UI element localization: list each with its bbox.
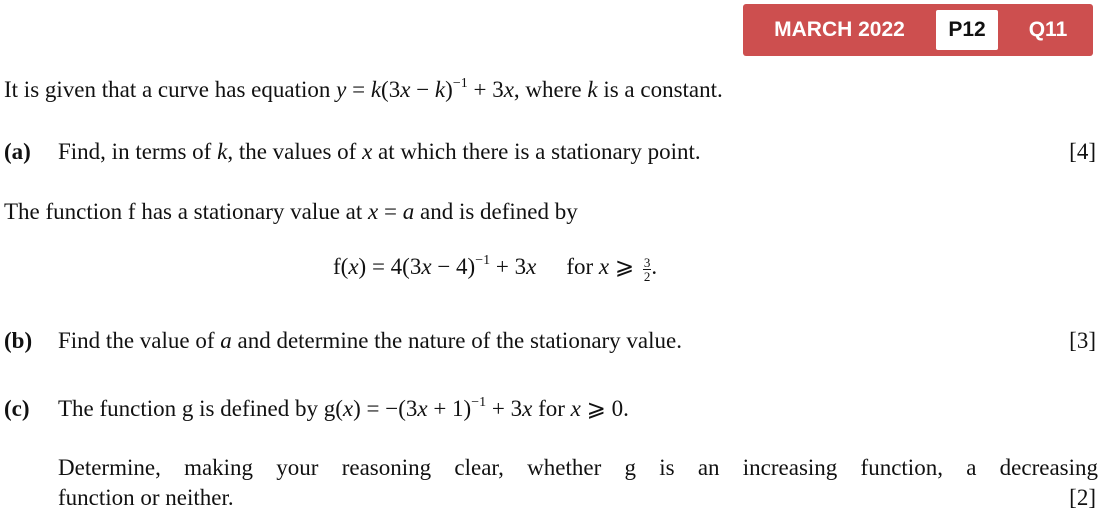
part-c-definition: The function g is defined by $g(x) = -(3x + 1)^{-1} + 3x$ for x ⩾ 0. <box>58 395 629 421</box>
intro-statement: It is given that a curve has equation $y = k(3x - k)^{-1} + 3x$, where k is a constant. <box>4 76 723 102</box>
question-reference-badge <box>743 4 1093 56</box>
fraction-three-halves: $\frac{3}{2}$ <box>643 255 651 284</box>
paper-label: P12 <box>936 10 998 50</box>
question-number-label: Q11 <box>1028 18 1068 41</box>
part-b-label: (b) <box>4 328 33 353</box>
function-f-formula: $f(x) = 4(3x - 4)^{-1} + 3x$ for x ⩾ $\frac{3}{2}$ . <box>333 253 658 284</box>
part-c-question-line-2: function or neither. <box>58 485 234 510</box>
part-c-question-line-1: Determine, making your reasoning clear, whether g is an increasing function, a decreasing <box>58 455 1098 480</box>
part-a-question: Find, in terms of k, the values of x at which there is a stationary point. <box>58 139 701 164</box>
part-b-question: Find the value of a and determine the nature of the stationary value. <box>58 328 682 353</box>
part-a-label: (a) <box>4 139 31 164</box>
function-f-statement: The function f has a stationary value at x = a and is defined by <box>4 199 578 224</box>
part-c-label: (c) <box>4 396 30 421</box>
session-label: MARCH 2022 <box>774 18 905 41</box>
part-a-marks: [4] <box>1069 139 1096 164</box>
part-c-marks: [2] <box>1069 485 1096 510</box>
part-b-marks: [3] <box>1069 328 1096 353</box>
